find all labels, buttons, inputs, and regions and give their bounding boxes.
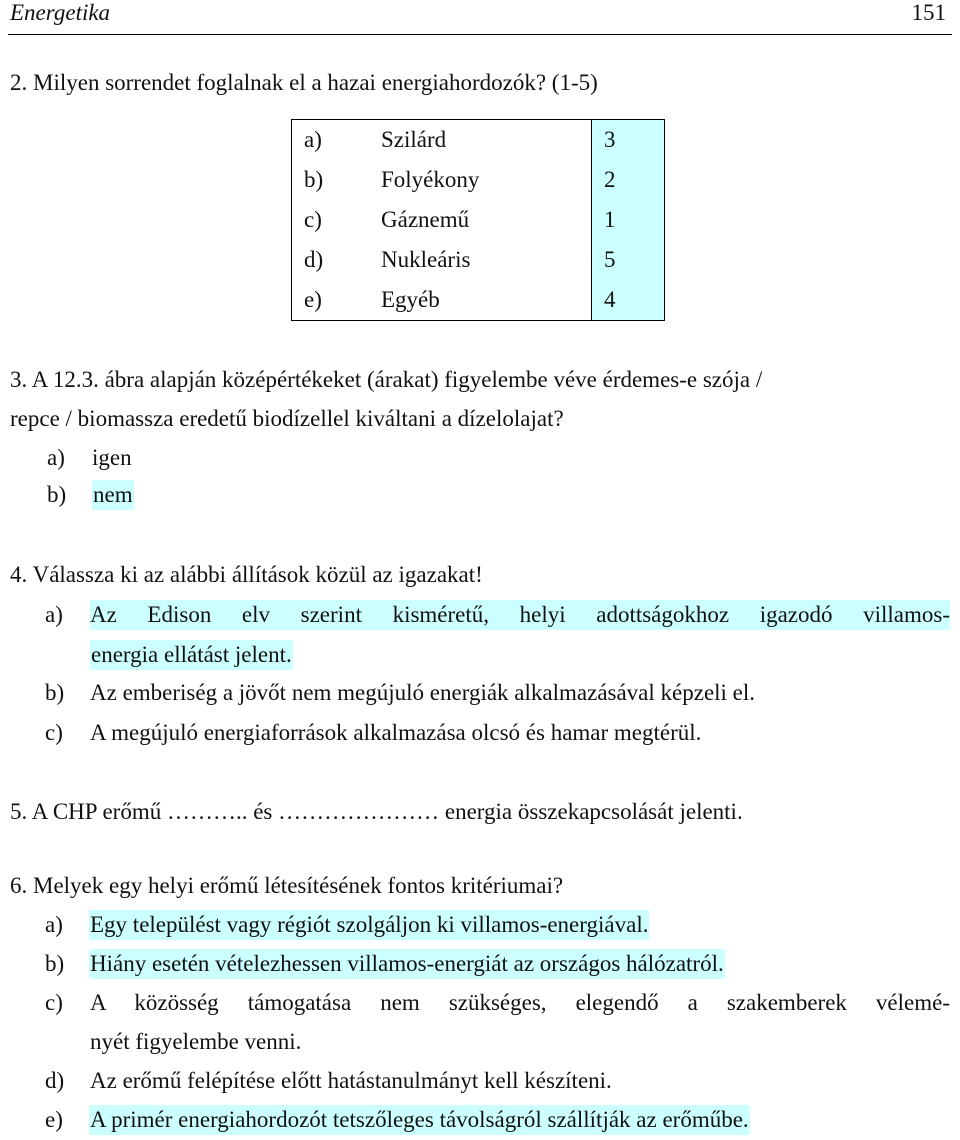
option-a-line-1 bbox=[90, 600, 950, 630]
table-row bbox=[292, 280, 665, 321]
option-label: a) bbox=[45, 912, 63, 937]
question-4: 4. Válassza ki az alábbi állítások közül az igazakat! bbox=[10, 562, 483, 587]
table-row bbox=[292, 120, 665, 161]
option-c-line-2: nyét figyelembe venni. bbox=[90, 1029, 302, 1054]
table-row bbox=[292, 240, 665, 280]
question-2: 2. Milyen sorrendet foglalnak el a hazai energiahordozók? (1-5) bbox=[10, 70, 598, 95]
option-b: Az emberiség a jövőt nem megújuló energiák alkalmazásával képzeli el. bbox=[90, 680, 756, 705]
option-a-correct: Egy települést vagy régiót szolgáljon ki villamos-energiával. bbox=[89, 910, 649, 940]
option-b-correct: Hiány esetén vételezhessen villamos-energiát az országos hálózatról. bbox=[89, 949, 725, 979]
option-label: b) bbox=[45, 680, 65, 705]
row-name: Szilárd bbox=[379, 120, 592, 161]
row-label: c) bbox=[292, 200, 380, 240]
row-rank: 3 bbox=[592, 120, 665, 161]
table-row bbox=[292, 160, 665, 200]
page-number: 151 bbox=[911, 0, 946, 25]
option-c: A megújuló energiaforrások alkalmazása olcsó és hamar megtérül. bbox=[90, 720, 702, 745]
question-6: 6. Melyek egy helyi erőmű létesítésének fontos kritériumai? bbox=[10, 873, 564, 898]
row-label: d) bbox=[292, 240, 380, 280]
option-label: b) bbox=[45, 951, 65, 976]
option-nem-correct: nem bbox=[92, 480, 134, 510]
option-c-line-1-wrap bbox=[90, 990, 950, 1016]
row-name: Folyékony bbox=[379, 160, 592, 200]
option-label: c) bbox=[45, 720, 63, 745]
row-label: a) bbox=[292, 120, 380, 161]
question-3-line-1: 3. A 12.3. ábra alapján középértékeket (árakat) figyelembe véve érdemes-e szója / bbox=[10, 367, 763, 392]
question-3-line-2: repce / biomassza eredetű biodízellel kiváltani a dízelolajat? bbox=[10, 406, 564, 431]
page-header bbox=[8, 0, 952, 35]
option-c-line-1: A közösség támogatása nem szükséges, elegendő a szakemberek vélemé- bbox=[90, 990, 950, 1015]
option-igen: igen bbox=[92, 445, 132, 470]
option-a-text-1: Az Edison elv szerint kisméretű, helyi adottságokhoz igazodó villamos- bbox=[90, 600, 950, 630]
option-label: a) bbox=[45, 602, 63, 627]
row-label: b) bbox=[292, 160, 380, 200]
option-e-correct: A primér energiahordozót tetszőleges távolságról szállítják az erőműbe. bbox=[89, 1105, 750, 1135]
row-rank: 1 bbox=[592, 200, 665, 240]
row-name: Nukleáris bbox=[379, 240, 592, 280]
option-label: a) bbox=[47, 445, 65, 470]
row-name: Gáznemű bbox=[379, 200, 592, 240]
option-label: d) bbox=[45, 1068, 65, 1093]
option-d: Az erőmű felépítése előtt hatástanulmányt kell készíteni. bbox=[90, 1068, 612, 1093]
row-rank: 4 bbox=[592, 280, 665, 321]
option-label: b) bbox=[47, 482, 67, 507]
row-rank: 5 bbox=[592, 240, 665, 280]
option-label: c) bbox=[45, 990, 63, 1015]
table-row bbox=[292, 200, 665, 240]
row-name: Egyéb bbox=[379, 280, 592, 321]
question-5: 5. A CHP erőmű ……….. és ………………… energia összekapcsolását jelenti. bbox=[10, 799, 743, 824]
answer-table bbox=[291, 119, 665, 321]
row-label: e) bbox=[292, 280, 380, 321]
option-a-line-2: energia ellátást jelent. bbox=[90, 640, 293, 670]
option-label: e) bbox=[45, 1107, 63, 1132]
row-rank: 2 bbox=[592, 160, 665, 200]
header-title: Energetika bbox=[10, 0, 111, 25]
